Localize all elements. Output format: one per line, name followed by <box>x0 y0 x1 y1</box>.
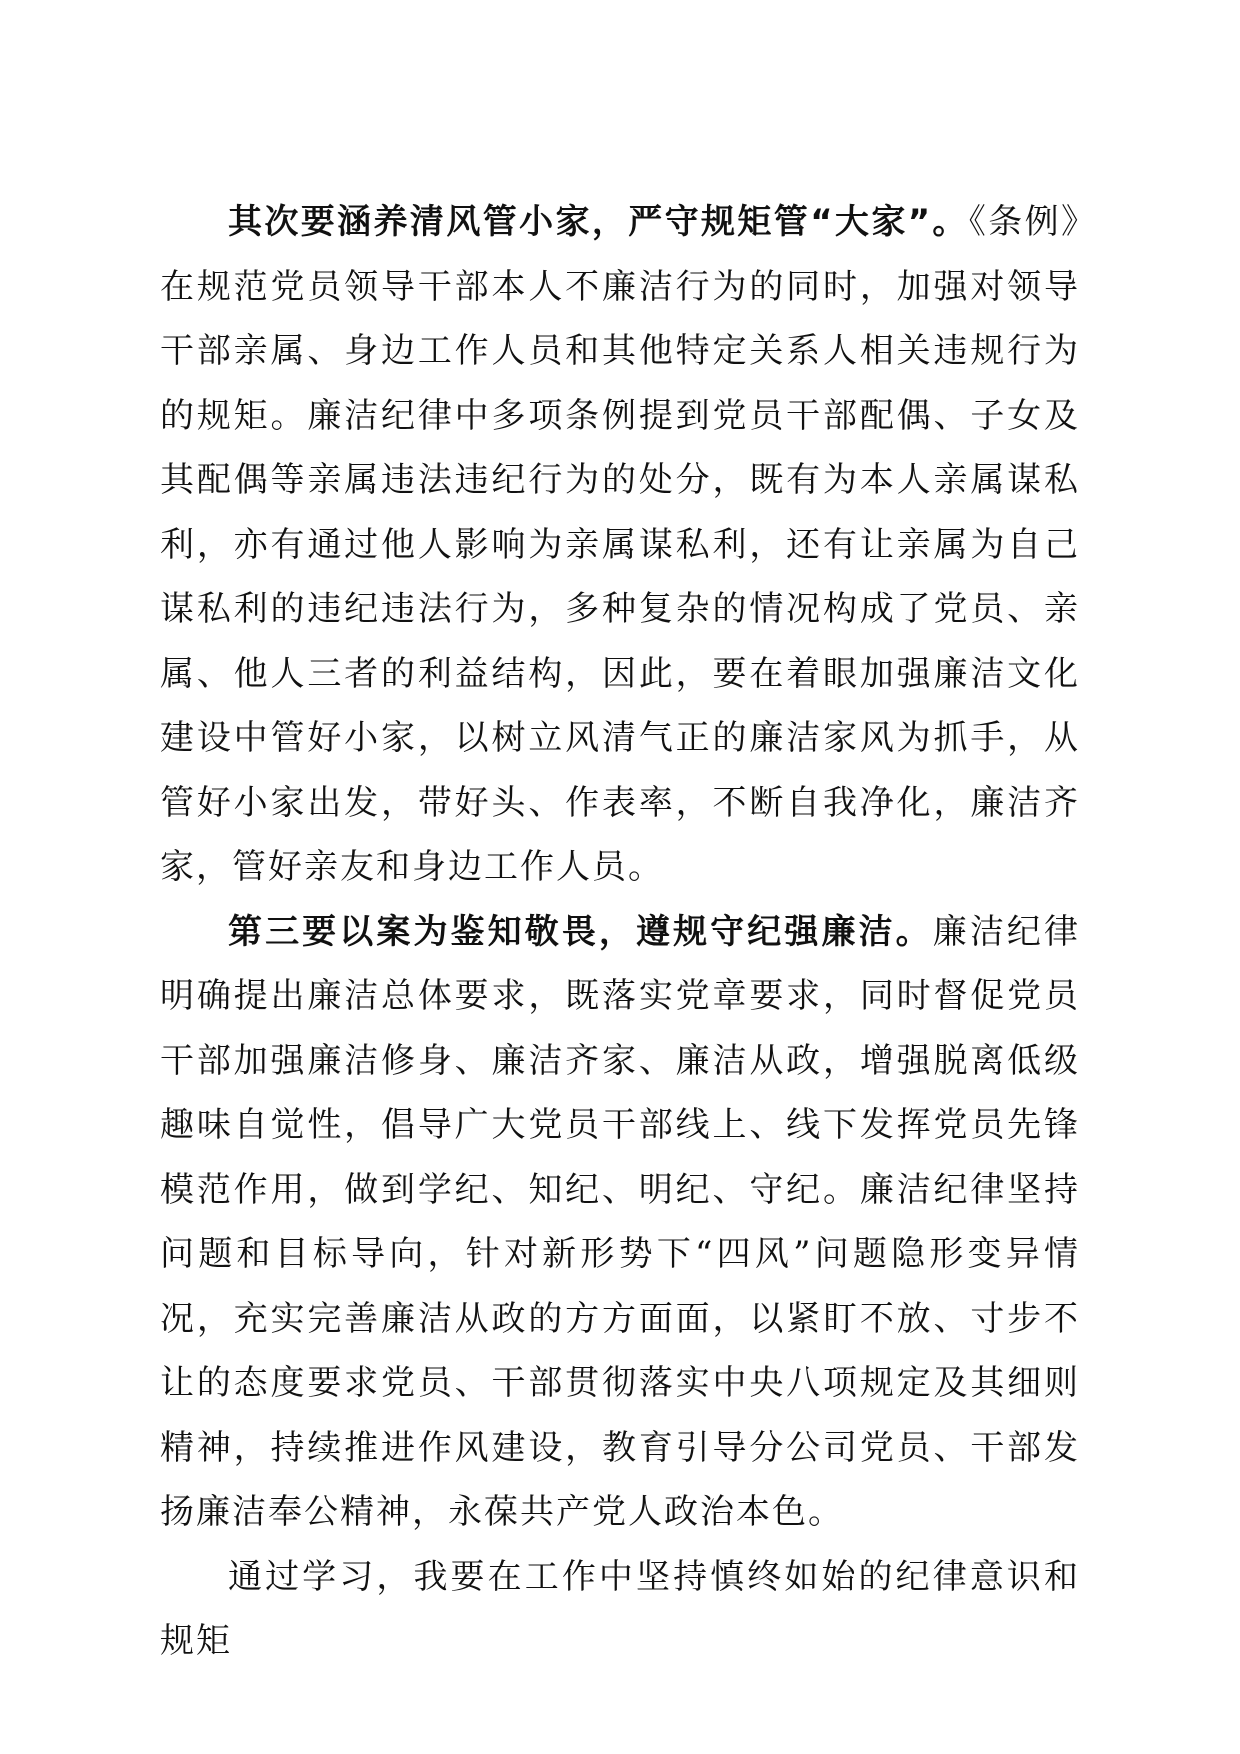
document-body <box>160 190 1080 1674</box>
paragraph-text: 廉洁纪律明确提出廉洁总体要求，既落实党章要求，同时督促党员干部加强廉洁修身、廉洁齐家、廉洁从政，增强脱离低级趣味自觉性，倡导广大党员干部线上、线下发挥党员先锋模范作用，做到学纪、知纪、明纪、守纪。廉洁纪律坚持问题和目标导向，针对新形势下“四风”问题隐形变异情况，充实完善廉洁从政的方方面面，以紧盯不放、寸步不让的态度要求党员、干部贯彻落实中央八项规定及其细则精神，持续推进作风建设，教育引导分公司党员、干部发扬廉洁奉公精神，永葆共产党人政治本色。 <box>160 911 1081 1532</box>
paragraph-text: 《条例》在规范党员领导干部本人不廉洁行为的同时，加强对领导干部亲属、身边工作人员和其他特定关系人相关违规行为的规矩。廉洁纪律中多项条例提到党员干部配偶、子女及其配偶等亲属违法违纪行为的处分，既有为本人亲属谋私利，亦有通过他人影响为亲属谋私利，还有让亲属为自己谋私利的违纪违法行为，多种复杂的情况构成了党员、亲属、他人三者的利益结构，因此，要在着眼加强廉洁文化建设中管好小家，以树立风清气正的廉洁家风为抓手，从管好小家出发，带好头、作表率，不断自我净化，廉洁齐家，管好亲友和身边工作人员。 <box>160 202 1080 887</box>
paragraph-conclusion <box>160 1545 1080 1674</box>
paragraph-heading: 第三要以案为鉴知敬畏，遵规守纪强廉洁。 <box>228 911 933 952</box>
paragraph-family-discipline <box>160 190 1080 900</box>
paragraph-heading: 其次要涵养清风管小家，严守规矩管“大家”。 <box>228 202 969 242</box>
paragraph-text: 通过学习，我要在工作中坚持慎终如始的纪律意识和规矩 <box>160 1556 1080 1661</box>
paragraph-case-warning <box>160 900 1080 1545</box>
